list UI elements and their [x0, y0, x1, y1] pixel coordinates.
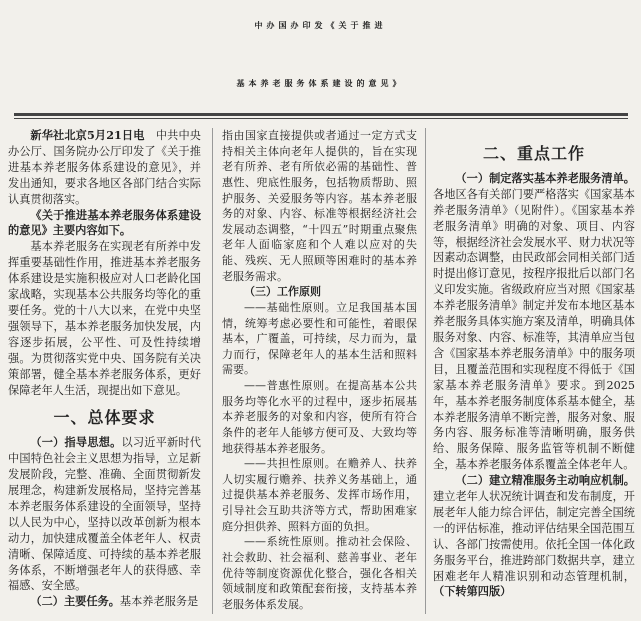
body-paragraph: 指由国家直接提供或者通过一定方式支持相关主体向老年人提供的，旨在实现老有所养、老有所依必需的基础性、普惠性、兜底性服务，包括物质帮助、照护服务、关爱服务等内容。基本养老服务的对象、内容、标准等根据经济社会发展动态调整，“十四五”时期重点聚焦老年人面临家庭和个人难以应对的失能、残疾、无人照顾等困难时的基本养老服务需求。 — [222, 129, 417, 283]
body-paragraph — [8, 594, 201, 610]
body-paragraph — [8, 435, 201, 594]
section-heading-1: 一、总体要求 — [53, 408, 156, 428]
article-column-1 — [8, 128, 201, 610]
item-label: （二）建立精准服务主动响应机制。 — [455, 473, 635, 488]
item-text: 各地区各有关部门要严格落实《国家基本养老服务清单》（见附件）。《国家基本养老服务清单》明确的对象、项目、内容等，根据经济社会发展水平、财力状况等因素动态调整，由民政部会同相关部门适时提出修订意见，按程序报批后以部门名义印发实施。省级政府应当对照《国家基本养老服务清单》制定并发布本地区基本养老服务具体实施方案及清单，明确具体服务对象、内容、标准等，其清单应当包含《国家基本养老服务清单》中的服务项目，且覆盖范围和实现程度不得低于《国家基本养老服务清单》要求。到2025年，基本养老服务制度体系基本健全，基本养老服务清单不断完善，服务对象、服务内容、服务标准等清晰明确，服务供给、服务保障、服务监管等机制不断健全，基本养老服务体系覆盖全体老年人。 — [433, 187, 635, 472]
lead-text: 中共中央办公厅、国务院办公厅印发了《关于推进基本养老服务体系建设的意见》，并发出通知，要求各地区各部门结合实际认真贯彻落实。 — [8, 129, 201, 206]
body-paragraph: ——普惠性原则。在提高基本公共服务均等化水平的过程中，逐步拓展基本养老服务的对象和内容，使所有符合条件的老年人能够方便可及、大致均等地获得基本养老服务。 — [222, 379, 417, 455]
continued-note: （下转第四版） — [433, 584, 512, 599]
column-divider — [212, 128, 213, 614]
lead-paragraph — [8, 128, 201, 208]
column-divider — [425, 128, 426, 614]
body-paragraph: ——共担性原则。在赡养人、扶养人切实履行赡养、扶养义务基础上，通过提供基本养老服务、发挥市场作用，引导社会互助共济等方式，帮助困难家庭分担供养、照料方面的负担。 — [222, 457, 417, 533]
article-column-3 — [433, 128, 635, 600]
article-column-2 — [222, 128, 417, 612]
body-paragraph — [433, 171, 635, 473]
document-intro: 《关于推进基本养老服务体系建设的意见》主要内容如下。 — [8, 207, 201, 238]
headline-line-1: 中办国办印发《关于推进 — [254, 21, 387, 30]
headline-line-2: 基本养老服务体系建设的意见》 — [236, 79, 405, 88]
item-label: （一）指导思想。 — [30, 435, 122, 450]
item-label: （二）主要任务。 — [30, 594, 120, 609]
headline-rule — [14, 113, 628, 116]
item-label: （三）工作原则 — [244, 285, 321, 299]
item-text: 基本养老服务是 — [119, 595, 199, 609]
body-paragraph: 基本养老服务在实现老有所养中发挥重要基础性作用，推进基本养老服务体系建设是实施积极应对人口老龄化国家战略，实现基本公共服务均等化的重要任务。党的十八大以来，在党中央坚强领导下，基本养老服务加快发展，内容逐步拓展，公平性、可及性持续增强。为贯彻落实党中央、国务院有关决策部署，健全基本养老服务体系，更好保障老年人生活，现提出如下意见。 — [8, 240, 201, 397]
item-text: 建立老年人状况统计调查和发布制度，开展老年人能力综合评估，制定完善全国统一的评估标准，推动评估结果全国范围互认、各部门按需使用。依托全国一体化政务服务平台，推进跨部门数据共享，建立困难老年人精准识别和动态管理机制， — [433, 490, 635, 583]
body-paragraph — [433, 473, 635, 600]
item-label: （一）制定落实基本养老服务清单。 — [455, 170, 635, 185]
headline-rule-thin — [14, 118, 628, 119]
body-paragraph: ——基础性原则。立足我国基本国情，统筹考虑必要性和可能性，着眼保基本，广覆盖，可持续，尽力而为，量力而行，保障老年人的基本生活和照料需要。 — [222, 300, 417, 377]
item-text: 以习近平新时代中国特色社会主义思想为指导，立足新发展阶段，完整、准确、全面贯彻新发展理念，构建新发展格局，坚持完善基本养老服务体系建设的全面领导，坚持以人民为中心，坚持以改革创新为根本动力，加快建成覆盖全体老年人、权责清晰、保障适度、可持续的基本养老服务体系，不断增强老年人的获得感、幸福感、安全感。 — [8, 436, 201, 593]
dateline: 新华社北京5月21日电 — [30, 128, 145, 142]
section-heading-2: 二、重点工作 — [482, 144, 585, 163]
body-paragraph: ——系统性原则。推动社会保险、社会救助、社会福利、慈善事业、老年优待等制度资源优化整合，强化各相关领域制度和政策配套衔接，支持基本养老服务体系发展。 — [222, 535, 417, 611]
